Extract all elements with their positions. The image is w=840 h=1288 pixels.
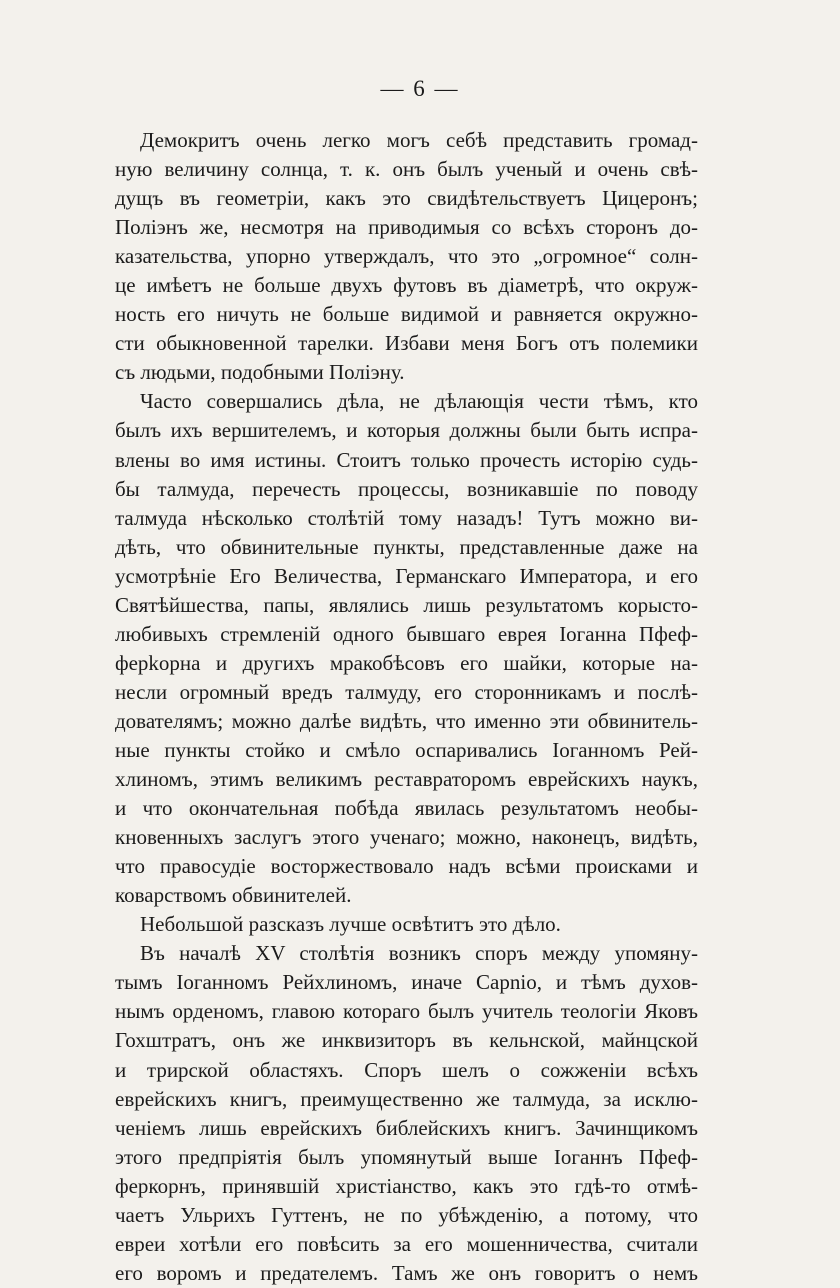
paragraph: [115, 910, 698, 939]
text-line: Гохштратъ, онъ же инквизиторъ въ кельнской, майнцской: [115, 1028, 698, 1053]
text-line: тымъ Іоганномъ Рейхлиномъ, иначе Capnio, и тѣмъ духов-: [115, 970, 698, 995]
text-line: Часто совершались дѣла, не дѣлающія чести тѣмъ, кто: [140, 389, 698, 414]
text-line: его воромъ и предателемъ. Тамъ же онъ говоритъ о немъ: [115, 1260, 698, 1285]
text-line: хлиномъ, этимъ великимъ реставраторомъ еврейскихъ наукъ,: [115, 767, 698, 792]
text-line: дущъ въ геометріи, какъ это свидѣтельствуетъ Цицеронъ;: [115, 186, 698, 211]
text-line: и трирской областяхъ. Споръ шелъ о сожженіи всѣхъ: [115, 1057, 698, 1082]
text-line: Демокритъ очень легко могъ себѣ представить громад-: [140, 128, 698, 152]
text-line: нымъ орденомъ, главою котораго былъ учитель теологіи Яковъ: [115, 999, 698, 1024]
text-line: дователямъ; можно далѣе видѣть, что именно эти обвинитель-: [115, 708, 698, 733]
text-line: былъ ихъ вершителемъ, и которыя должны были быть испра-: [115, 418, 698, 443]
text-line: Поліэнъ же, несмотря на приводимыя со всѣхъ сторонъ до-: [115, 215, 698, 240]
text-line: Въ началѣ XV столѣтія возникъ споръ между упомяну-: [140, 941, 698, 966]
text-line: дѣть, что обвинительные пункты, представленные даже на: [115, 534, 698, 559]
paragraph: [115, 939, 698, 1288]
text-line: ные пункты стойко и смѣло оспаривались Іоганномъ Рей-: [115, 737, 698, 762]
text-line: Святѣйшества, папы, являлись лишь результатомъ корысто-: [115, 592, 698, 617]
text-line: це имѣетъ не больше двухъ футовъ въ діаметрѣ, что окруж-: [115, 273, 698, 298]
body-text: [115, 126, 698, 1288]
text-line: Небольшой разсказъ лучше освѣтитъ это дѣло.: [140, 912, 561, 937]
text-line: евреи хотѣли его повѣсить за его мошенничества, считали: [115, 1231, 698, 1256]
text-line: съ людьми, подобными Поліэну.: [115, 360, 405, 385]
text-line: ную величину солнца, т. к. онъ былъ ученый и очень свѣ-: [115, 157, 698, 182]
text-line: талмуда нѣсколько столѣтій тому назадъ! Тутъ можно ви-: [115, 505, 698, 530]
text-line: любивыхъ стремленій одного бывшаго еврея Іоганна Пфеф-: [115, 621, 698, 646]
text-line: несли огромный вредъ талмуду, его сторонникамъ и послѣ-: [115, 679, 698, 704]
paragraph: [115, 126, 698, 387]
text-line: ферkорна и другихъ мракобѣсовъ его шайки, которые на-: [115, 650, 698, 675]
text-line: и что окончательная побѣда явилась результатомъ необы-: [115, 796, 698, 821]
text-line: коварствомъ обвинителей.: [115, 883, 352, 908]
text-line: влены во имя истины. Стоитъ только прочесть исторію судь-: [115, 447, 698, 472]
text-line: чаетъ Ульрихъ Гуттенъ, не по убѣжденію, а потому, что: [115, 1202, 698, 1227]
text-line: феркорнъ, принявшій христіанство, какъ это гдѣ-то отмѣ-: [115, 1173, 698, 1198]
text-line: казательства, упорно утверждалъ, что это „огромное“ солн-: [115, 244, 698, 269]
text-line: что правосудіе восторжествовало надъ всѣми происками и: [115, 854, 698, 879]
text-line: ченіемъ лишь еврейскихъ библейскихъ книгъ. Зачинщикомъ: [115, 1115, 698, 1140]
text-line: усмотрѣніе Его Величества, Германскаго Императора, и его: [115, 563, 698, 588]
text-line: кновенныхъ заслугъ этого ученаго; можно, наконецъ, видѣть,: [115, 825, 698, 850]
text-line: сти обыкновенной тарелки. Избави меня Богъ отъ полемики: [115, 331, 698, 356]
page-number: — 6 —: [380, 76, 460, 101]
text-line: бы талмуда, перечесть процессы, возникавшіе по поводу: [115, 476, 698, 501]
text-line: ность его ничуть не больше видимой и равняется окружно-: [115, 302, 698, 327]
text-line: еврейскихъ книгъ, преимущественно же талмуда, за исклю-: [115, 1086, 698, 1111]
text-line: этого предпріятія былъ упомянутый выше Іоганнъ Пфеф-: [115, 1144, 698, 1169]
paragraph: [115, 387, 698, 910]
